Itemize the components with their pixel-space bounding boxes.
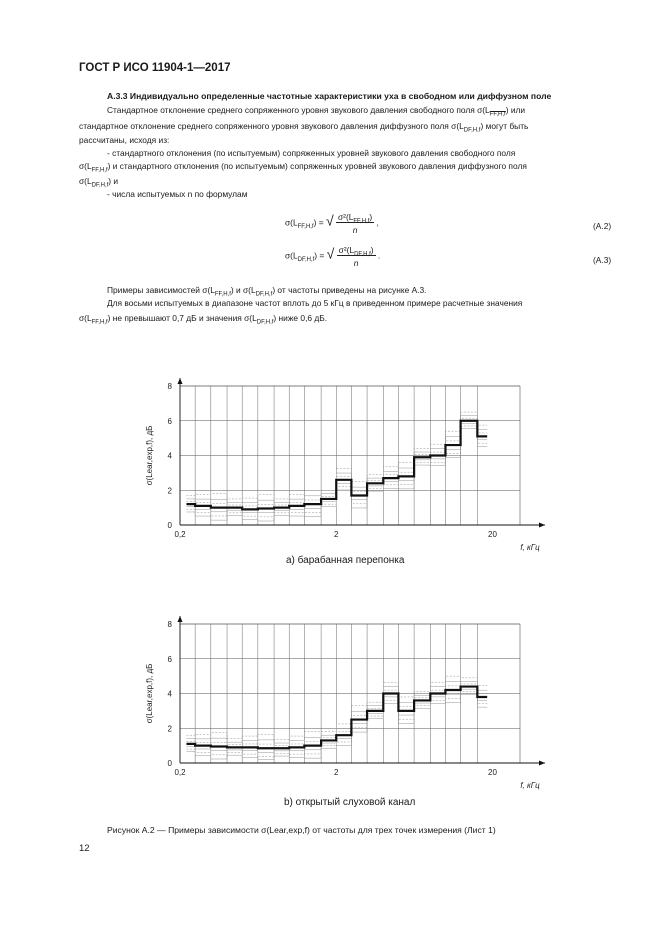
paragraph-line: - числа испытуемых n по формулам — [107, 189, 248, 199]
paragraph-line: рассчитаны, исходя из: — [79, 135, 170, 145]
individual-curve — [186, 689, 487, 752]
y-tick-label: 8 — [167, 620, 172, 629]
y-axis-arrow — [178, 378, 183, 384]
paragraph-line: Примеры зависимостей $\sigma(L_{FF,H,f})$ и $\sigma(L_{DF,H,f})$ от частоты приведены на рисунке А.3. — [107, 285, 427, 298]
y-tick-label: 6 — [167, 654, 172, 664]
paragraph-line: $\sigma(L_{DF,H,f})$ и — [79, 176, 119, 189]
paragraph-line: - стандартного отклонения (по испытуемым) сопряженных уровней звукового давления свободного поля — [107, 148, 516, 158]
equation-number: (А.2) — [593, 221, 612, 231]
y-tick-label: 0 — [167, 759, 172, 768]
y-tick-label: 0 — [167, 521, 172, 530]
y-tick-label: 6 — [167, 416, 172, 426]
chart-eardrum — [130, 370, 560, 560]
paragraph-line: стандартное отклонение среднего сопряженного уровня звукового давления диффузного поля $\sigma(L_{DF,H,f})$ могут быть — [79, 121, 529, 134]
x-tick-label: 0,2 — [174, 530, 186, 539]
y-tick-label: 4 — [167, 689, 172, 699]
chart-open-ear-canal — [130, 608, 560, 798]
formula-a3: $\sigma(L_{DF,H,f})$ = √ $\frac{\sigma^2(L_{DF,H,f})}{n}$ . — [285, 245, 381, 268]
section-title: А.3.3 Индивидуально определенные частотные характеристики уха в свободном или диффузном поле — [107, 91, 552, 101]
x-tick-label: 20 — [488, 530, 497, 539]
y-tick-label: 2 — [167, 486, 172, 496]
y-tick-label: 4 — [167, 451, 172, 461]
page-number: 12 — [79, 843, 90, 854]
individual-curve — [186, 426, 487, 517]
formula-a2: $\sigma(L_{FF,H,f})$ = √ $\frac{\sigma^2(L_{FF,H,f})}{n}$ , — [285, 212, 379, 235]
mean-curve — [186, 687, 487, 749]
chart-caption: b) открытый слуховой канал — [284, 797, 416, 808]
y-axis-label: σ(Lear,exp,f), дБ — [145, 663, 154, 724]
figure-caption: Рисунок А.2 — Примеры зависимости σ(Lear,exp,f) от частоты для трех точек измерения (Лист 1) — [107, 825, 496, 835]
individual-curve — [186, 676, 487, 739]
y-axis-label: σ(Lear,exp,f), дБ — [145, 425, 154, 486]
x-axis-label: f, кГц — [520, 543, 540, 552]
paragraph-line: $\sigma(L_{FF,H,f})$ и стандартного отклонения (по испытуемым) сопряженных уровней звукового давления диффузного поля — [79, 161, 527, 174]
x-tick-label: 20 — [488, 768, 497, 777]
y-tick-label: 8 — [167, 382, 172, 391]
x-tick-label: 2 — [334, 530, 339, 539]
x-axis-label: f, кГц — [520, 781, 540, 790]
mean-curve — [186, 421, 487, 510]
chart-caption: a) барабанная перепонка — [286, 555, 405, 566]
equation-number: (А.3) — [593, 255, 612, 265]
paragraph-line: Для восьми испытуемых в диапазоне частот вплоть до 5 кГц в приведенном примере расчетные значения — [107, 298, 523, 308]
paragraph-line: $\sigma(L_{FF,H,f})$ не превышают 0,7 дБ и значения $\sigma(L_{DF,H,f})$ ниже 0,6 дБ. — [79, 313, 328, 326]
paragraph-line: Стандартное отклонение среднего сопряженного уровня звукового давления свободного поля $\sigma(L_{FF,H,f})$ или — [107, 105, 526, 118]
individual-curve — [186, 681, 487, 743]
x-axis-arrow — [539, 523, 545, 528]
document-header: ГОСТ Р ИСО 11904-1—2017 — [79, 62, 231, 74]
x-tick-label: 2 — [334, 768, 339, 777]
x-tick-label: 0,2 — [174, 768, 186, 777]
y-axis-arrow — [178, 616, 183, 622]
x-axis-arrow — [539, 761, 545, 766]
y-tick-label: 2 — [167, 724, 172, 734]
